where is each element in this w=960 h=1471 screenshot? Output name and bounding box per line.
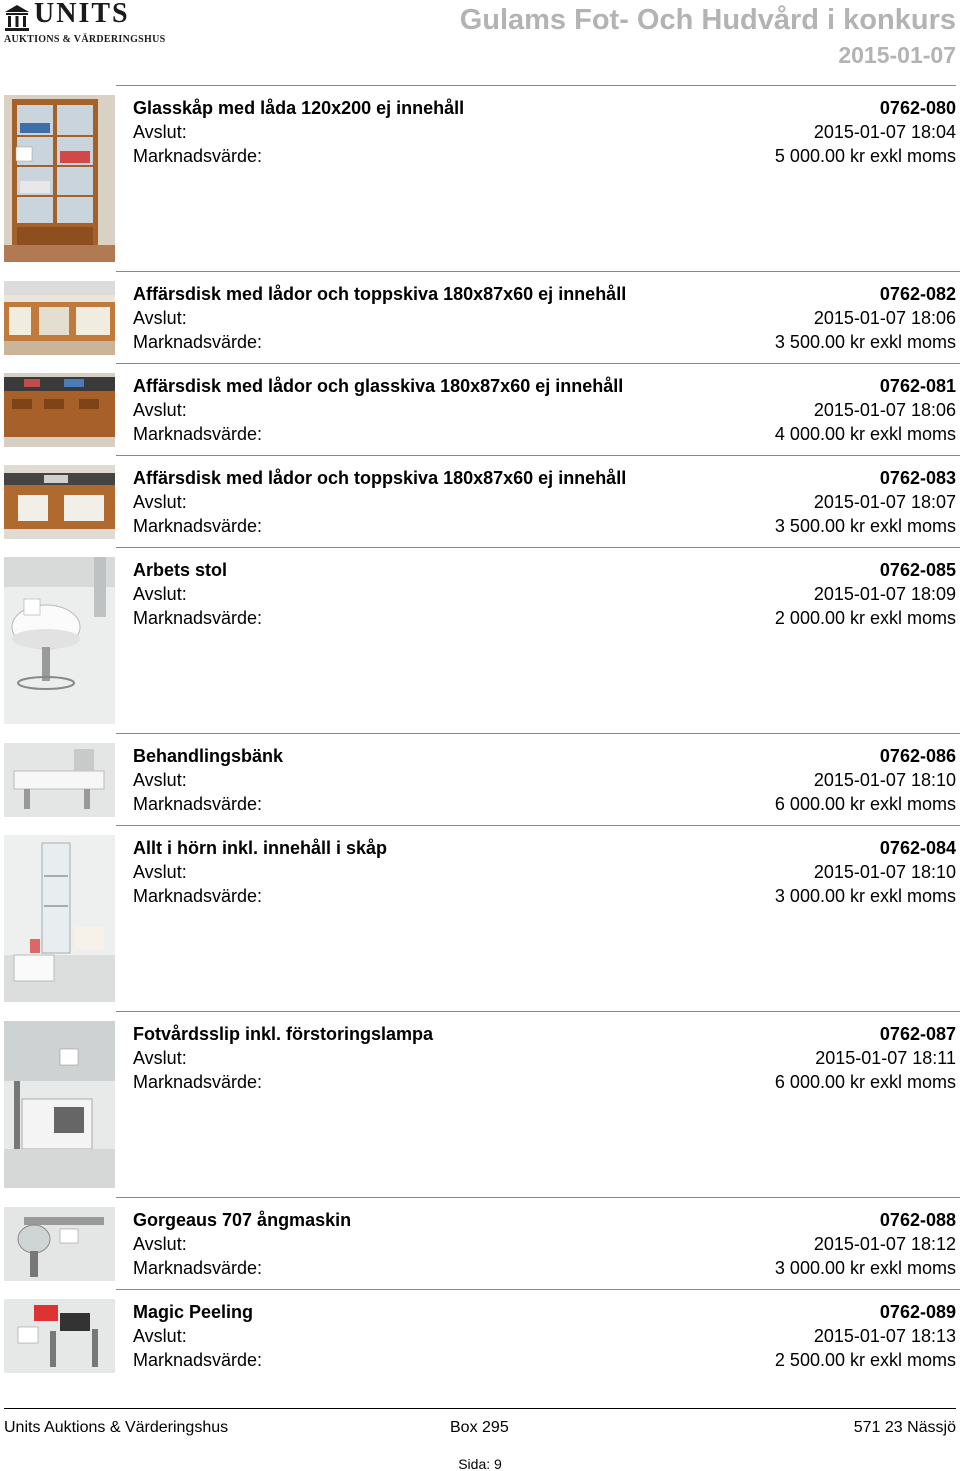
market-value: 3 500.00 kr exkl moms [774, 516, 956, 536]
page-title: Gulams Fot- Och Hudvård i konkurs [459, 4, 956, 36]
market-value: 3 000.00 kr exkl moms [774, 886, 956, 906]
footer-divider [4, 1408, 956, 1409]
market-value: 5 000.00 kr exkl moms [774, 146, 956, 166]
lot-title: Affärsdisk med lådor och glasskiva 180x87x60 ej innehåll [133, 376, 624, 396]
lot-title: Allt i hörn inkl. innehåll i skåp [133, 838, 388, 858]
lot-number: 0762-085 [879, 560, 956, 580]
end-label: Avslut: [133, 862, 187, 882]
lot-title: Behandlingsbänk [133, 746, 284, 766]
market-value: 2 500.00 kr exkl moms [774, 1350, 956, 1370]
market-value-label: Marknadsvärde: [133, 516, 263, 536]
lot-info [133, 1022, 956, 1094]
end-time: 2015-01-07 18:11 [815, 1048, 956, 1068]
end-label: Avslut: [133, 1326, 187, 1346]
lot-photo [4, 95, 115, 262]
lot-item [116, 86, 960, 272]
market-value: 6 000.00 kr exkl moms [774, 1072, 956, 1092]
lot-info [133, 374, 956, 446]
lot-info [133, 558, 956, 630]
end-time: 2015-01-07 18:07 [813, 492, 956, 512]
lot-photo [4, 373, 115, 447]
lot-title: Affärsdisk med lådor och toppskiva 180x87x60 ej innehåll [133, 468, 627, 488]
end-label: Avslut: [133, 308, 187, 328]
lot-item [116, 1290, 960, 1382]
lot-title: Glasskåp med låda 120x200 ej innehåll [133, 98, 465, 118]
market-value: 3 000.00 kr exkl moms [774, 1258, 956, 1278]
lot-item [116, 1012, 960, 1198]
lot-title: Fotvårdsslip inkl. förstoringslampa [133, 1024, 434, 1044]
market-value: 6 000.00 kr exkl moms [774, 794, 956, 814]
lot-photo [4, 281, 115, 355]
logo-subtitle: AUKTIONS & VÄRDERINGSHUS [4, 34, 166, 45]
lot-info [133, 466, 956, 538]
lot-title: Gorgeaus 707 ångmaskin [133, 1210, 352, 1230]
lot-photo [4, 465, 115, 539]
lot-number: 0762-087 [879, 1024, 956, 1044]
market-value-label: Marknadsvärde: [133, 424, 263, 444]
logo-name: UNITS [34, 0, 130, 29]
lot-item [116, 456, 960, 548]
market-value-label: Marknadsvärde: [133, 332, 263, 352]
end-label: Avslut: [133, 400, 187, 420]
end-time: 2015-01-07 18:04 [813, 122, 956, 142]
page-header [0, 0, 960, 86]
market-value-label: Marknadsvärde: [133, 1072, 263, 1092]
lot-number: 0762-088 [879, 1210, 956, 1230]
lot-item [116, 272, 960, 364]
lot-photo [4, 1021, 115, 1188]
end-time: 2015-01-07 18:12 [813, 1234, 956, 1254]
lot-photo [4, 835, 115, 1002]
end-label: Avslut: [133, 122, 187, 142]
page-footer [4, 1419, 956, 1437]
lot-info [133, 836, 956, 908]
lot-number: 0762-083 [879, 468, 956, 488]
end-time: 2015-01-07 18:06 [813, 308, 956, 328]
page-number: Sida: 9 [458, 1456, 502, 1471]
lot-info [133, 1300, 956, 1372]
lot-number: 0762-082 [879, 284, 956, 304]
lot-number: 0762-081 [879, 376, 956, 396]
lot-number: 0762-089 [879, 1302, 956, 1322]
lot-photo [4, 1299, 115, 1373]
end-label: Avslut: [133, 1234, 187, 1254]
lot-title: Magic Peeling [133, 1302, 254, 1322]
footer-company: Units Auktions & Värderingshus [4, 1419, 229, 1436]
market-value-label: Marknadsvärde: [133, 1258, 263, 1278]
market-value-label: Marknadsvärde: [133, 794, 263, 814]
lot-item [116, 826, 960, 1012]
building-icon [4, 4, 30, 32]
market-value-label: Marknadsvärde: [133, 1350, 263, 1370]
footer-address: 571 23 Nässjö [853, 1419, 956, 1436]
lot-item [116, 734, 960, 826]
units-logo [4, 2, 164, 46]
lot-info [133, 744, 956, 816]
lot-info [133, 96, 956, 168]
end-label: Avslut: [133, 584, 187, 604]
end-label: Avslut: [133, 770, 187, 790]
lot-item [116, 364, 960, 456]
end-time: 2015-01-07 18:10 [813, 770, 956, 790]
lot-photo [4, 743, 115, 817]
lot-number: 0762-080 [879, 98, 956, 118]
lot-title: Affärsdisk med lådor och toppskiva 180x87x60 ej innehåll [133, 284, 627, 304]
end-time: 2015-01-07 18:09 [813, 584, 956, 604]
end-label: Avslut: [133, 492, 187, 512]
page-date: 2015-01-07 [838, 42, 956, 68]
market-value-label: Marknadsvärde: [133, 886, 263, 906]
lot-item [116, 1198, 960, 1290]
market-value: 3 500.00 kr exkl moms [774, 332, 956, 352]
market-value-label: Marknadsvärde: [133, 146, 263, 166]
end-time: 2015-01-07 18:06 [813, 400, 956, 420]
lot-info [133, 1208, 956, 1280]
footer-box: Box 295 [450, 1419, 509, 1436]
lot-list [0, 86, 960, 1382]
end-time: 2015-01-07 18:10 [813, 862, 956, 882]
lot-info [133, 282, 956, 354]
lot-title: Arbets stol [133, 560, 228, 580]
lot-number: 0762-084 [879, 838, 956, 858]
end-time: 2015-01-07 18:13 [813, 1326, 956, 1346]
lot-photo [4, 1207, 115, 1281]
lot-item [116, 548, 960, 734]
market-value: 4 000.00 kr exkl moms [774, 424, 956, 444]
lot-photo [4, 557, 115, 724]
lot-number: 0762-086 [879, 746, 956, 766]
end-label: Avslut: [133, 1048, 187, 1068]
market-value-label: Marknadsvärde: [133, 608, 263, 628]
market-value: 2 000.00 kr exkl moms [774, 608, 956, 628]
